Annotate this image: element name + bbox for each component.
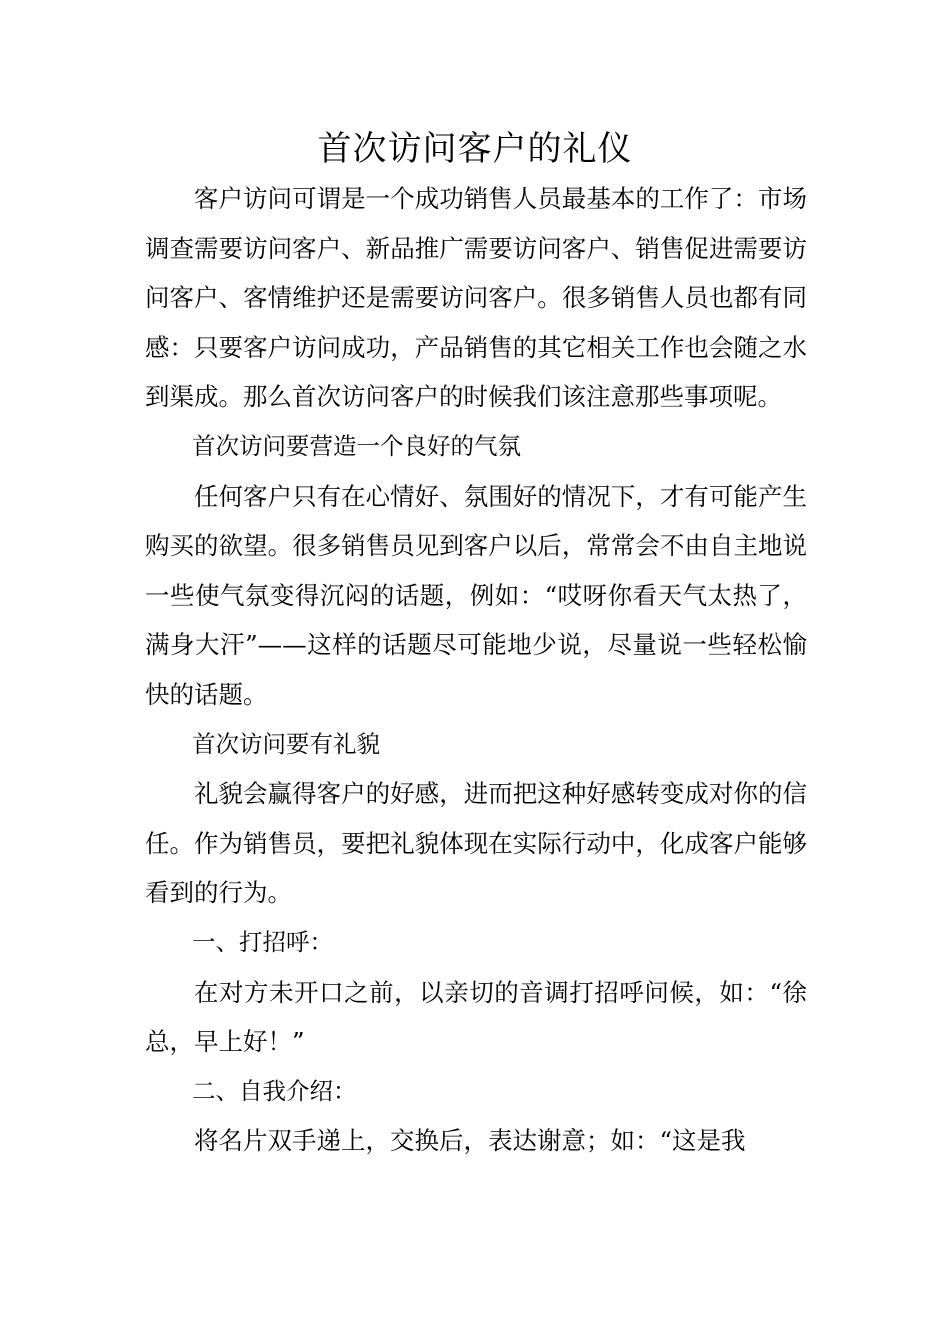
paragraph-greeting: 在对方未开口之前，以亲切的音调打招呼问候，如：“徐总，早上好！”: [145, 977, 807, 1057]
section-heading-self-introduction: 二、自我介绍：: [192, 1076, 357, 1105]
paragraph-atmosphere: 任何客户只有在心情好、氛围好的情况下，才有可能产生购买的欲望。很多销售员见到客户以后，常常会不由自主地说一些使气氛变得沉闷的话题，例如：“哎呀你看天气太热了，满身大汗”——这样的话题尽可能地少说，尽量说一些轻松愉快的话题。: [145, 481, 807, 709]
paragraph-intro: 客户访问可谓是一个成功销售人员最基本的工作了：市场调查需要访问客户、新品推广需要访问客户、销售促进需要访问客户、客情维护还是需要访问客户。很多销售人员也都有同感：只要客户访问成功，产品销售的其它相关工作也会随之水到渠成。那么首次访问客户的时候我们该注意那些事项呢。: [145, 184, 807, 412]
document-body: [145, 174, 807, 1166]
section-heading-greeting: 一、打招呼：: [192, 927, 333, 956]
section-heading-atmosphere: 首次访问要营造一个良好的气氛: [192, 431, 521, 460]
section-heading-politeness: 首次访问要有礼貌: [192, 729, 380, 758]
document-title: 首次访问客户的礼仪: [317, 129, 633, 169]
paragraph-politeness: 礼貌会赢得客户的好感，进而把这种好感转变成对你的信任。作为销售员，要把礼貌体现在实际行动中，化成客户能够看到的行为。: [145, 779, 807, 908]
paragraph-self-introduction: 将名片双手递上，交换后，表达谢意；如：“这是我: [194, 1126, 746, 1156]
